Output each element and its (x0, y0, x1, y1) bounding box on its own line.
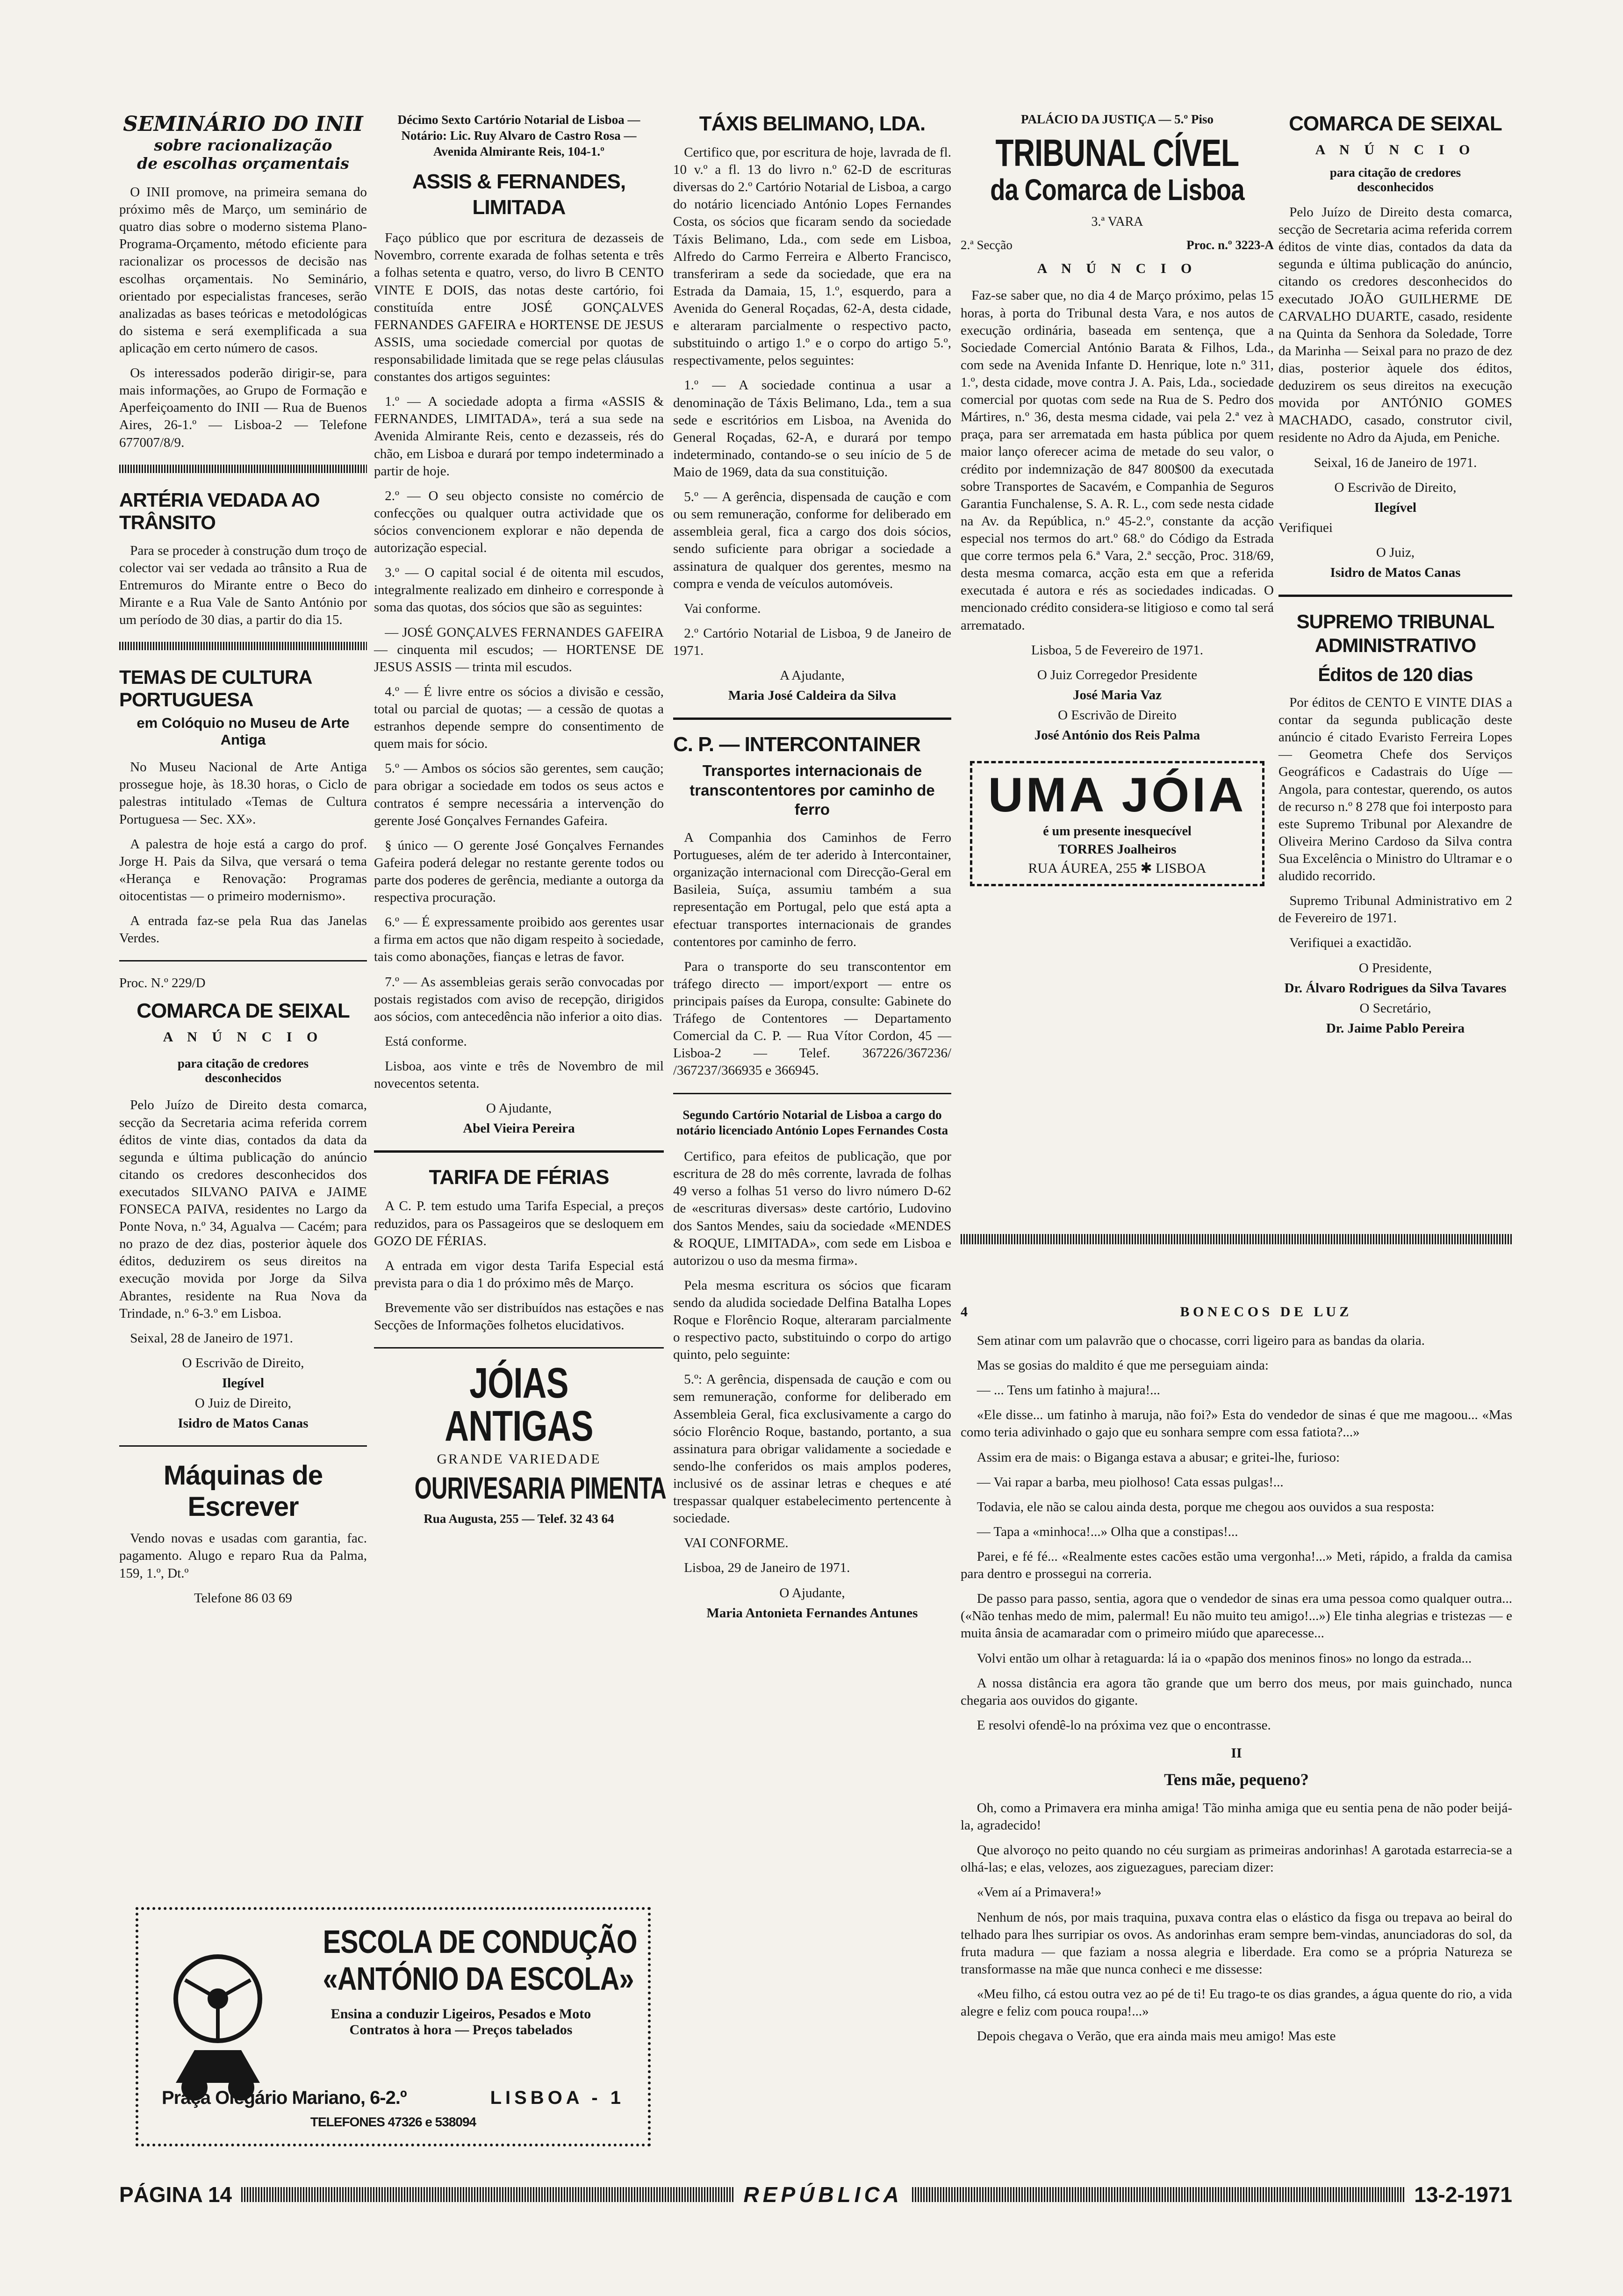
ajudante-label: O Ajudante, (486, 1101, 552, 1116)
divider (673, 718, 951, 720)
artery-paragraph: Para se proceder à construção dum troço de colector vai ser vedada ao trânsito a Rua de Entremuros do Mirante entre o Beco do Mirante e a Rua Vale de Santo António por um período de 30 dias, a partir do dia 15. (119, 543, 367, 628)
comarca-title: COMARCA DE SEIXAL (1289, 112, 1502, 135)
assis-paragraph: 6.º — É expressamente proibido aos gerentes usar a firma em actos que não digam respeito à sociedade, tais como abonações, fianças e letras de favor. (374, 915, 664, 965)
escola-phones: TELEFONES 47326 e 538094 (310, 2115, 476, 2129)
mendes-paragraph: 5.º: A gerência, dispensada de caução e com ou sem remuneração, conforme for deliberado em Assembleia Geral, fica exclusivamente a cargo do sócio Florêncio Roque, bastando, portanto, a sua assinatura para obrigar validamente a sociedade e sendo-lhe conferidos os mais amplos poderes, inclusivé os de assinar letras e cheques e até trespassar qualquer estabelecimento pertencente à sociedade. (673, 1372, 951, 1526)
escola-name: «ANTÓNIO DA ESCOLA» (323, 1960, 634, 1997)
joia-address: RUA ÁUREA, 255 ✱ LISBOA (1028, 861, 1206, 876)
escrivao-label: O Escrivão de Direito, (182, 1355, 304, 1370)
juiz-name: José Maria Vaz (1072, 687, 1162, 703)
assis-paragraph: Faço público que por escritura de dezasseis de Novembro, corrente exarada de folhas setenta e três a folhas setenta e quatro, verso, do livro B CENTO VINTE E DOIS, das notas deste cartório, foi constituída entre JOSÉ GONÇALVES FERNANDES GAFEIRA e HORTENSE DE JESUS ASSIS, uma sociedade comercial por quotas de responsabilidade limitada que se rege pelas cláusulas constantes dos artigos seguintes: (374, 230, 664, 385)
mendes-conforme: VAI CONFORME. (684, 1535, 789, 1551)
joias-ad (374, 1359, 666, 1526)
escola-city: LISBOA - 1 (490, 2088, 625, 2108)
signature-block (961, 667, 1274, 744)
serial-paragraph: Mas se gosias do maldito é que me perseguiam ainda: (977, 1358, 1269, 1373)
taxis-paragraph: 5.º — A gerência, dispensada de caução e com ou sem remuneração, conforme for deliberado em assembleia geral, fica a cargo dos dois sócios, sendo suficiente para obrigar a sociedade a assinatura de qualquer dos gerentes, mesmo na compra e venda de veículos automóveis. (673, 489, 951, 591)
serial-paragraph: Parei, e fé fé... «Realmente estes cacões estão uma vergonha!...» Meti, rápido, a fralda da camisa para dentro e prossegui na correria. (961, 1549, 1512, 1582)
chapter-subtitle: Tens mãe, pequeno? (1164, 1770, 1309, 1789)
column-1 (119, 112, 367, 1614)
serial-number: 4 (961, 1304, 968, 1320)
taxis-conforme: Vai conforme. (684, 601, 761, 616)
tribunal-paragraph: Faz-se saber que, no dia 4 de Março próximo, pelas 15 horas, à porta do Tribunal desta Vara, e nos autos de execução ordinária, baseada em sentença, que a Sociedade Comercial António Barata & Filhos, Lda., com sede na Avenida Infante D. Henrique, lote n.º 311, 1.º, desta cidade, move contra J. A. Pais, Lda., sociedade comercial por quotas com sede na Rua de S. Pedro dos Mártires, n.º 36, desta mesma cidade, vai pela 2.ª vez à praça, para ser arrematada em hasta pública por quem maior lanço oferecer acima de metade do seu valor, o crédito por indemnização de 847 800$00 da executada sobre Transportes de Sacavém, e Companhia de Seguros Garantia Funchalense, S. A. R. L., com sede nesta cidade na Av. da República, n.º 45-2.º, constante da acção especial nos termos do art.º 68.º do Código da Estrada que corre termos pela 6.ª Vara, 2.ª secção, Proc. 318/69, desta mesma comarca, acção esta em que a referida executada é autora e rés as sociedades indicadas. O mencionado crédito considera-se litigioso e como tal será arrematado. (961, 288, 1274, 633)
serial-paragraph: Depois chegava o Verão, que era ainda mais meu amigo! Mas este (977, 2029, 1336, 2044)
serial-paragraph: Sem atinar com um palavrão que o chocasse, corri ligeiro para as bandas da olaria. (977, 1333, 1425, 1348)
assis-paragraph: 4.º — É livre entre os sócios a divisão e cessão, total ou parcial de quotas; — a cessão de quotas a estranhos depende sempre do consentimento de quem mais for sócio. (374, 684, 664, 752)
seminar-title: SEMINÁRIO DO INII (123, 112, 363, 136)
assis-paragraph: 3.º — O capital social é de oitenta mil escudos, integralmente realizado em dinheiro e corresponde à soma das quotas, dos sócios que são as seguintes: (374, 565, 664, 615)
section-divider (961, 1234, 1512, 1244)
maquinas-phone: Telefone 86 03 69 (194, 1590, 292, 1606)
seccao-label: 2.ª Secção (961, 238, 1013, 252)
serial-header (961, 1304, 1512, 1320)
culture-paragraph: A entrada faz-se pela Rua das Janelas Verdes. (119, 913, 367, 946)
seminar-paragraph: O INII promove, na primeira semana do próximo mês de Março, um seminário de quatro dias sobre o moderno sistema Plano-Programa-Orçamento, método eficiente para racionalizar os processos de decisão nas escolhas orçamentais. No Seminário, orientado por especialistas franceses, serão analizadas as bases teóricas e metodológicas do sistema e será exemplificada a sua aplicação em certo número de casos. (119, 185, 367, 356)
notary-heading: Décimo Sexto Cartório Notarial de Lisboa — Notário: Lic. Ruy Alvaro de Castro Rosa — Avenida Almirante Reis, 104-1.º (397, 113, 640, 158)
juiz-name: Isidro de Matos Canas (1330, 565, 1461, 581)
joias-shop-name: OURIVESARIA PIMENTA (414, 1471, 666, 1506)
serial-paragraph: Volvi então um olhar à retaguarda: lá ia o «papão dos meninos finos» no longo da estrada... (977, 1650, 1472, 1666)
stj-title: SUPREMO TRIBUNAL ADMINISTRATIVO (1296, 610, 1494, 656)
comarca-paragraph: Pelo Juízo de Direito desta comarca, secção da Secretaria acima referida correm éditos de vinte dias, contados da data da segunda e última publicação do anúncio citando os credores desconhecidos dos executados SILVANO PAIVA e JAIME FONSECA PAIVA, residentes no Largo da Ponte Nova, n.º 34, Agualva — Cacém; para no prazo de dez dias, posterior àquele dos éditos, deduzirem os seus direitos na execução movida por Jorge da Silva Abrantes, residente na Rua Nova da Trindade, n.º 6-3.º em Lisboa. (119, 1098, 367, 1321)
escrivao-name: Ilegível (1374, 500, 1417, 515)
cp-title: C. P. — INTERCONTAINER (673, 733, 920, 756)
verifiquei-label: Verifiquei (1278, 520, 1333, 535)
ajudante-name: Abel Vieira Pereira (463, 1121, 575, 1136)
assis-title: ASSIS & FERNANDES, LIMITADA (412, 170, 626, 219)
anuncio-heading: A N Ú N C I O (1315, 142, 1476, 158)
joias-title: JÓIAS ANTIGAS (445, 1359, 593, 1450)
signature-block (673, 667, 951, 704)
maquinas-title: Máquinas de Escrever (163, 1460, 323, 1522)
escola-ad (136, 1907, 651, 2146)
juiz-label: O Juiz Corregedor Presidente (1037, 667, 1198, 682)
serial-paragraph: — ... Tens um fatinho à majura!... (977, 1383, 1160, 1398)
tribunal-title: TRIBUNAL CÍVEL (995, 132, 1239, 174)
assis-paragraph: 1.º — A sociedade adopta a firma «ASSIS & FERNANDES, LIMITADA», terá a sua sede na Avenida Almirante Reis, cento e dezasseis, rés do chão, em Lisboa e durará por tempo indeterminado a partir de hoje. (374, 394, 664, 479)
assis-conforme: Está conforme. (385, 1033, 467, 1049)
serial-paragraph: E resolvi ofendê-lo na próxima vez que o encontrasse. (977, 1717, 1271, 1733)
escola-title: ESCOLA DE CONDUÇÃO (323, 1923, 637, 1960)
divider (374, 1347, 664, 1349)
seminar-subtitle-1: sobre racionalização (154, 136, 332, 154)
ajudante-label: O Ajudante, (779, 1585, 845, 1600)
page-footer (119, 2178, 1512, 2211)
escola-address-row (162, 2088, 625, 2109)
stj-paragraph: Supremo Tribunal Administrativo em 2 de Fevereiro de 1971. (1278, 893, 1512, 926)
proc-number: Proc. n.º 3223-A (1186, 238, 1274, 252)
joia-ad (970, 761, 1264, 886)
signature-block (119, 1355, 367, 1432)
signature-block (673, 1585, 951, 1622)
culture-paragraph: A palestra de hoje está a cargo do prof. Jorge H. Pais da Silva, que versará o tema «Herança e Renovação: Programas oitocentistas — o primeiro modernismo». (119, 836, 367, 904)
comarca-date: Seixal, 28 de Janeiro de 1971. (130, 1330, 293, 1346)
juiz-name: Isidro de Matos Canas (178, 1416, 309, 1431)
presidente-label: O Presidente, (1358, 960, 1432, 976)
presidente-name: Dr. Álvaro Rodrigues da Silva Tavares (1284, 980, 1507, 996)
cp-paragraph: A Companhia dos Caminhos de Ferro Portugueses, além de ter aderido à Intercontainer, organização internacional com Direcção-Geral em Basileia, Suíça, assumiu também a sua representação em Portugal, pelo que está apta a efectuar transportes internacionais de grandes contentores por caminho de ferro. (673, 830, 951, 949)
section-divider (119, 465, 367, 473)
assis-paragraph: 2.º — O seu objecto consiste no comércio de confecções ou qualquer outra actividade que os sócios convencionem explorar e não dependa de autorização especial. (374, 488, 664, 556)
serial-paragraph: Que alvoroço no peito quando no céu surgiam as primeiras andorinhas! A garotada estarrecia-se a olhá-las; e elas, velozes, aos ziguezagues, pareciam dizer: (961, 1843, 1512, 1875)
taxis-date: 2.º Cartório Notarial de Lisboa, 9 de Janeiro de 1971. (673, 625, 951, 658)
serial-paragraph: «Meu filho, cá estou outra vez ao pé de ti! Eu trago-te os dias grandes, a água quente do rio, a vida alegre e feliz com pouca roupa!...» (961, 1986, 1512, 2019)
editos-heading: Éditos de 120 dias (1318, 664, 1473, 685)
verifiquei-label: Verifiquei a exactidão. (1289, 935, 1412, 951)
serial-bonecos-de-luz (961, 1304, 1512, 2052)
taxis-title: TÁXIS BELIMANO, LDA. (699, 112, 926, 135)
column-3 (673, 112, 951, 1625)
cp-subtitle: Transportes internacionais de transcontentores por caminho de ferro (689, 762, 935, 818)
seminar-paragraph: Os interessados poderão dirigir-se, para mais informações, ao Grupo de Formação e Aperfeiçoamento do INII — Rua de Buenos Aires, 26-1.º — Lisboa-2 — Telefone 677007/8/9. (119, 366, 367, 450)
escrivao-label: O Escrivão de Direito, (1334, 480, 1457, 495)
vara-label: 3.ª VARA (1091, 215, 1143, 230)
ajudante-label: A Ajudante, (780, 668, 845, 683)
escrivao-label: O Escrivão de Direito (1058, 708, 1177, 723)
page-number: PÁGINA 14 (119, 2182, 232, 2207)
column-2 (374, 112, 664, 1526)
chapter-number: II (1231, 1745, 1242, 1761)
joias-subtitle: GRANDE VARIEDADE (437, 1451, 601, 1467)
divider (1278, 595, 1512, 597)
tarifa-paragraph: A entrada em vigor desta Tarifa Especial está prevista para o dia 1 do próximo mês de Março. (374, 1258, 664, 1291)
citacao-heading: para citação de credores desconhecidos (1329, 165, 1461, 194)
tarifa-paragraph: Brevemente vão ser distribuídos nas estações e nas Secções de Informações folhetos elucidativos. (374, 1300, 664, 1333)
secretario-label: O Secretário, (1359, 1000, 1431, 1016)
tribunal-date: Lisboa, 5 de Fevereiro de 1971. (1031, 642, 1204, 658)
serial-paragraph: Assim era de mais: o Biganga estava a abusar; e gritei-lhe, furioso: (977, 1449, 1340, 1465)
cp-paragraph: Para o transporte do seu transcontentor em tráfego directo — import/export — entre os principais países da Europa, consulte: Gabinete do Tráfego de Contentores — Departamento Comercial da C. P. — Rua Vítor Cordon, 45 — Lisboa-2 — Telef. 367226/367236/ /367237/366935 e 366945. (673, 959, 951, 1078)
serial-paragraph: «Ele disse... um fatinho à maruja, não foi?» Esta do vendedor de sinas é que me magoou... «Mas como teria adivinhado o gajo que eu sonhara sempre com essa fatiota?...» (961, 1407, 1512, 1440)
footer-rule (912, 2187, 1405, 2202)
serial-paragraph: Nenhum de nós, por mais traquina, puxava contra elas o elástico da fisga ou trepava ao beiral do telhado para lhes surripiar os ovos. As andorinhas eram sempre bem-vindas, anunciadoras do sol, da fruta madura — que faziam a nossa alegria e liberdade. Era como se a própria Natureza se transformasse na mãe que nunca conheci e me dissesse: (961, 1909, 1512, 1977)
serial-paragraph: «Vem aí a Primavera!» (977, 1885, 1102, 1900)
assis-date: Lisboa, aos vinte e três de Novembro de mil novecentos setenta. (374, 1058, 664, 1091)
secretario-name: Dr. Jaime Pablo Pereira (1326, 1020, 1465, 1036)
juiz-label: O Juiz, (1376, 545, 1415, 560)
anuncio-heading: A N Ú N C I O (163, 1029, 323, 1045)
signature-block (1278, 960, 1512, 1037)
divider (119, 1445, 367, 1447)
column-5 (1278, 112, 1512, 1040)
escola-text (293, 1923, 637, 2038)
tribunal-subtitle: da Comarca de Lisboa (990, 173, 1244, 207)
page-date: 13-2-1971 (1414, 2182, 1513, 2207)
column-4 (961, 112, 1274, 886)
artery-title: ARTÉRIA VEDADA AO TRÂNSITO (119, 488, 320, 533)
section-divider (119, 642, 367, 650)
culture-paragraph: No Museu Nacional de Arte Antiga prossegue hoje, às 18.30 horas, o Ciclo de palestras intitulado «Temas de Cultura Portuguesa — Sec. XX». (119, 760, 367, 827)
serial-title: B O N E C O S D E L U Z (1180, 1304, 1349, 1320)
juiz-label: O Juiz de Direito, (194, 1396, 292, 1411)
culture-title: TEMAS DE CULTURA PORTUGUESA (119, 666, 311, 711)
maquinas-paragraph: Vendo novas e usadas com garantia, fac. pagamento. Alugo e reparo Rua da Palma, 159, 1.º, Dt.º (119, 1531, 367, 1581)
signature-block (1278, 544, 1512, 581)
ajudante-name: Maria José Caldeira da Silva (728, 688, 897, 703)
taxis-paragraph: 1.º — A sociedade continua a usar a denominação de Táxis Belimano, Lda., tem a sua sede e escritórios em Lisboa, na Avenida do General Roçadas, 62-A, e durará por tempo indeterminado, contando-se o seu início de 5 de Maio de 1969, data da sua constituição. (673, 378, 951, 480)
ajudante-name: Maria Antonieta Fernandes Antunes (706, 1605, 918, 1621)
signature-block (374, 1100, 664, 1137)
assis-paragraph: — JOSÉ GONÇALVES FERNANDES GAFEIRA — cinquenta mil escudos; — HORTENSE DE JESUS ASSIS — trinta mil escudos. (374, 624, 664, 674)
mendes-heading: Segundo Cartório Notarial de Lisboa a cargo do notário licenciado António Lopes Fernandes Costa (676, 1107, 948, 1138)
divider (119, 960, 367, 961)
escrivao-name: Ilegível (222, 1376, 265, 1391)
taxis-paragraph: Certifico que, por escritura de hoje, lavrada de fl. 10 v.º a fl. 13 do livro n.º 62-D de escrituras diversas do 2.º Cartório Notarial de Lisboa, a cargo do notário licenciado António Lopes Fernandes Costa, os sócios que ficaram sendo da sociedade Táxis Belimano, Lda., com sede em Lisboa, Alfredo do Carmo Ferreira e Alberto Francisco, transferiram a sede da sociedade, que era na Estrada da Damaia, 15, 1.º, esquerdo, para a Avenida do General Roçadas, 62-A, desta cidade, e alteraram parcialmente o respectivo pacto, substituindo o artigo 1.º e o corpo do artigo 5.º, respectivamente, pelos seguintes: (673, 145, 951, 368)
footer-rule (241, 2187, 734, 2202)
escola-address: Praça Olegário Mariano, 6-2.º (162, 2088, 407, 2108)
serial-paragraph: — Tapa a «minhoca!...» Olha que a constipas!... (977, 1524, 1238, 1539)
mendes-paragraph: Pela mesma escritura os sócios que ficaram sendo da aludida sociedade Delfina Batalha Lopes Roque e Florêncio Roque, alteraram parcialmente o respectivo pacto, substituindo o corpo do artigo quinto, pelo seguinte: (673, 1277, 951, 1363)
comarca-title: COMARCA DE SEIXAL (136, 999, 350, 1023)
signature-block (1278, 479, 1512, 517)
joia-title: UMA JÓIA (988, 768, 1247, 823)
serial-paragraph: De passo para passo, sentia, agora que o vendedor de sinas era uma pessoa como qualquer outra... («Não tenhas medo de mim, palermal! Eu não muito teu amigo!...») Ele tinha alegrias e tristezas — e muita ânsia de acamaradar com o primeiro miúdo que aparecesse... (961, 1591, 1512, 1641)
mendes-date: Lisboa, 29 de Janeiro de 1971. (684, 1560, 850, 1576)
palacio-heading: PALÁCIO DA JUSTIÇA — 5.º Piso (1021, 112, 1214, 126)
proc-row (961, 238, 1274, 252)
divider (374, 1150, 664, 1153)
assis-paragraph: 7.º — As assembleias gerais serão convocadas por postais registados com aviso de recepção, dirigidos aos sócios, com antecedência não inferior a oito dias. (374, 974, 664, 1024)
joia-subtitle: é um presente inesquecível (1043, 824, 1192, 839)
serial-paragraph: — Vai rapar a barba, meu piolhoso! Cata essas pulgas!... (977, 1474, 1284, 1490)
citacao-heading: para citação de credores desconhecidos (177, 1056, 309, 1085)
serial-paragraph: Oh, como a Primavera era minha amiga! Tão minha amiga que eu sentia pena de não poder beijá-la, agradecido! (961, 1800, 1512, 1833)
newspaper-name: REPÚBLICA (743, 2182, 903, 2207)
serial-paragraph: Todavia, ele não se calou ainda desta, porque me chegou aos ouvidos a sua resposta: (977, 1499, 1435, 1514)
tarifa-paragraph: A C. P. tem estudo uma Tarifa Especial, a preços reduzidos, para os Passageiros que se desloquem em GOZO DE FÉRIAS. (374, 1198, 664, 1248)
divider (673, 1093, 951, 1094)
escola-line-2: Contratos à hora — Preços tabelados (349, 2022, 573, 2038)
joia-shop-name: TORRES Joalheiros (1058, 842, 1177, 857)
joias-address: Rua Augusta, 255 — Telef. 32 43 64 (424, 1511, 614, 1526)
serial-paragraph: A nossa distância era agora tão grande que um berro dos meus, por mais guinchado, nunca chegaria aos ouvidos do gigante. (961, 1675, 1512, 1708)
assis-paragraph: 5.º — Ambos os sócios são gerentes, sem caução; para obrigar a sociedade em todos os seus actos e contratos é sempre necessária a intervenção do gerente José Gonçalves Fernandes Gafeira. (374, 761, 664, 828)
proc-number: Proc. N.º 229/D (119, 976, 206, 991)
comarca-date: Seixal, 16 de Janeiro de 1971. (1314, 455, 1477, 470)
escola-line-1: Ensina a conduzir Ligeiros, Pesados e Moto (330, 2006, 591, 2022)
culture-subtitle: em Colóquio no Museu de Arte Antiga (136, 715, 350, 748)
escrivao-name: José António dos Reis Palma (1034, 728, 1200, 743)
mendes-paragraph: Certifico, para efeitos de publicação, que por escritura de 28 do mês corrente, lavrada de folhas 49 verso a folhas 51 verso do livro número D-62 de «escrituras diversas» deste cartório, Ludovino dos Santos Mendes, saiu da sociedade «MENDES & ROQUE, LIMITADA», com sede em Lisboa e autorizou o uso da mesma firma». (673, 1149, 951, 1268)
anuncio-heading: A N Ú N C I O (1037, 261, 1198, 277)
seminar-subtitle-2: de escolhas orçamentais (137, 154, 349, 172)
assis-paragraph: § único — O gerente José Gonçalves Fernandes Gafeira poderá delegar no restante gerente todos ou parte dos poderes de gerência, mediante a outorga da respectiva procuração. (374, 838, 664, 905)
stj-paragraph: Por éditos de CENTO E VINTE DIAS a contar da segunda publicação deste anúncio é citado Evaristo Ferreira Lopes — Geometra Chefe dos Serviços Geográficos e Cadastrais do Uíge — Angola, para contestar, querendo, os autos de recurso n.º 8 278 que foi interposto para este Supremo Tribunal por Alexandre de Oliveira Merino Cardoso da Silva contra Sua Excelência o Ministro do Ultramar e o aludido recorrido. (1278, 695, 1512, 884)
comarca-paragraph: Pelo Juízo de Direito desta comarca, secção de Secretaria acima referida correm éditos de vinte dias, contados da data da segunda e última publicação do anúncio, citando os credores desconhecidos do executado JOÃO GUILHERME DE CARVALHO DUARTE, casado, residente na Quinta da Senhora da Soledade, Torre da Marinha — Seixal para no prazo de dez dias, posterior àquele dos éditos, deduzirem os seus direitos na execução movida por ANTÓNIO GOMES MACHADO, casado, construtor civil, residente no Adro da Ajuda, em Peniche. (1278, 205, 1512, 445)
car-illustration-icon (157, 1943, 279, 2111)
tarifa-title: TARIFA DE FÉRIAS (429, 1166, 609, 1189)
